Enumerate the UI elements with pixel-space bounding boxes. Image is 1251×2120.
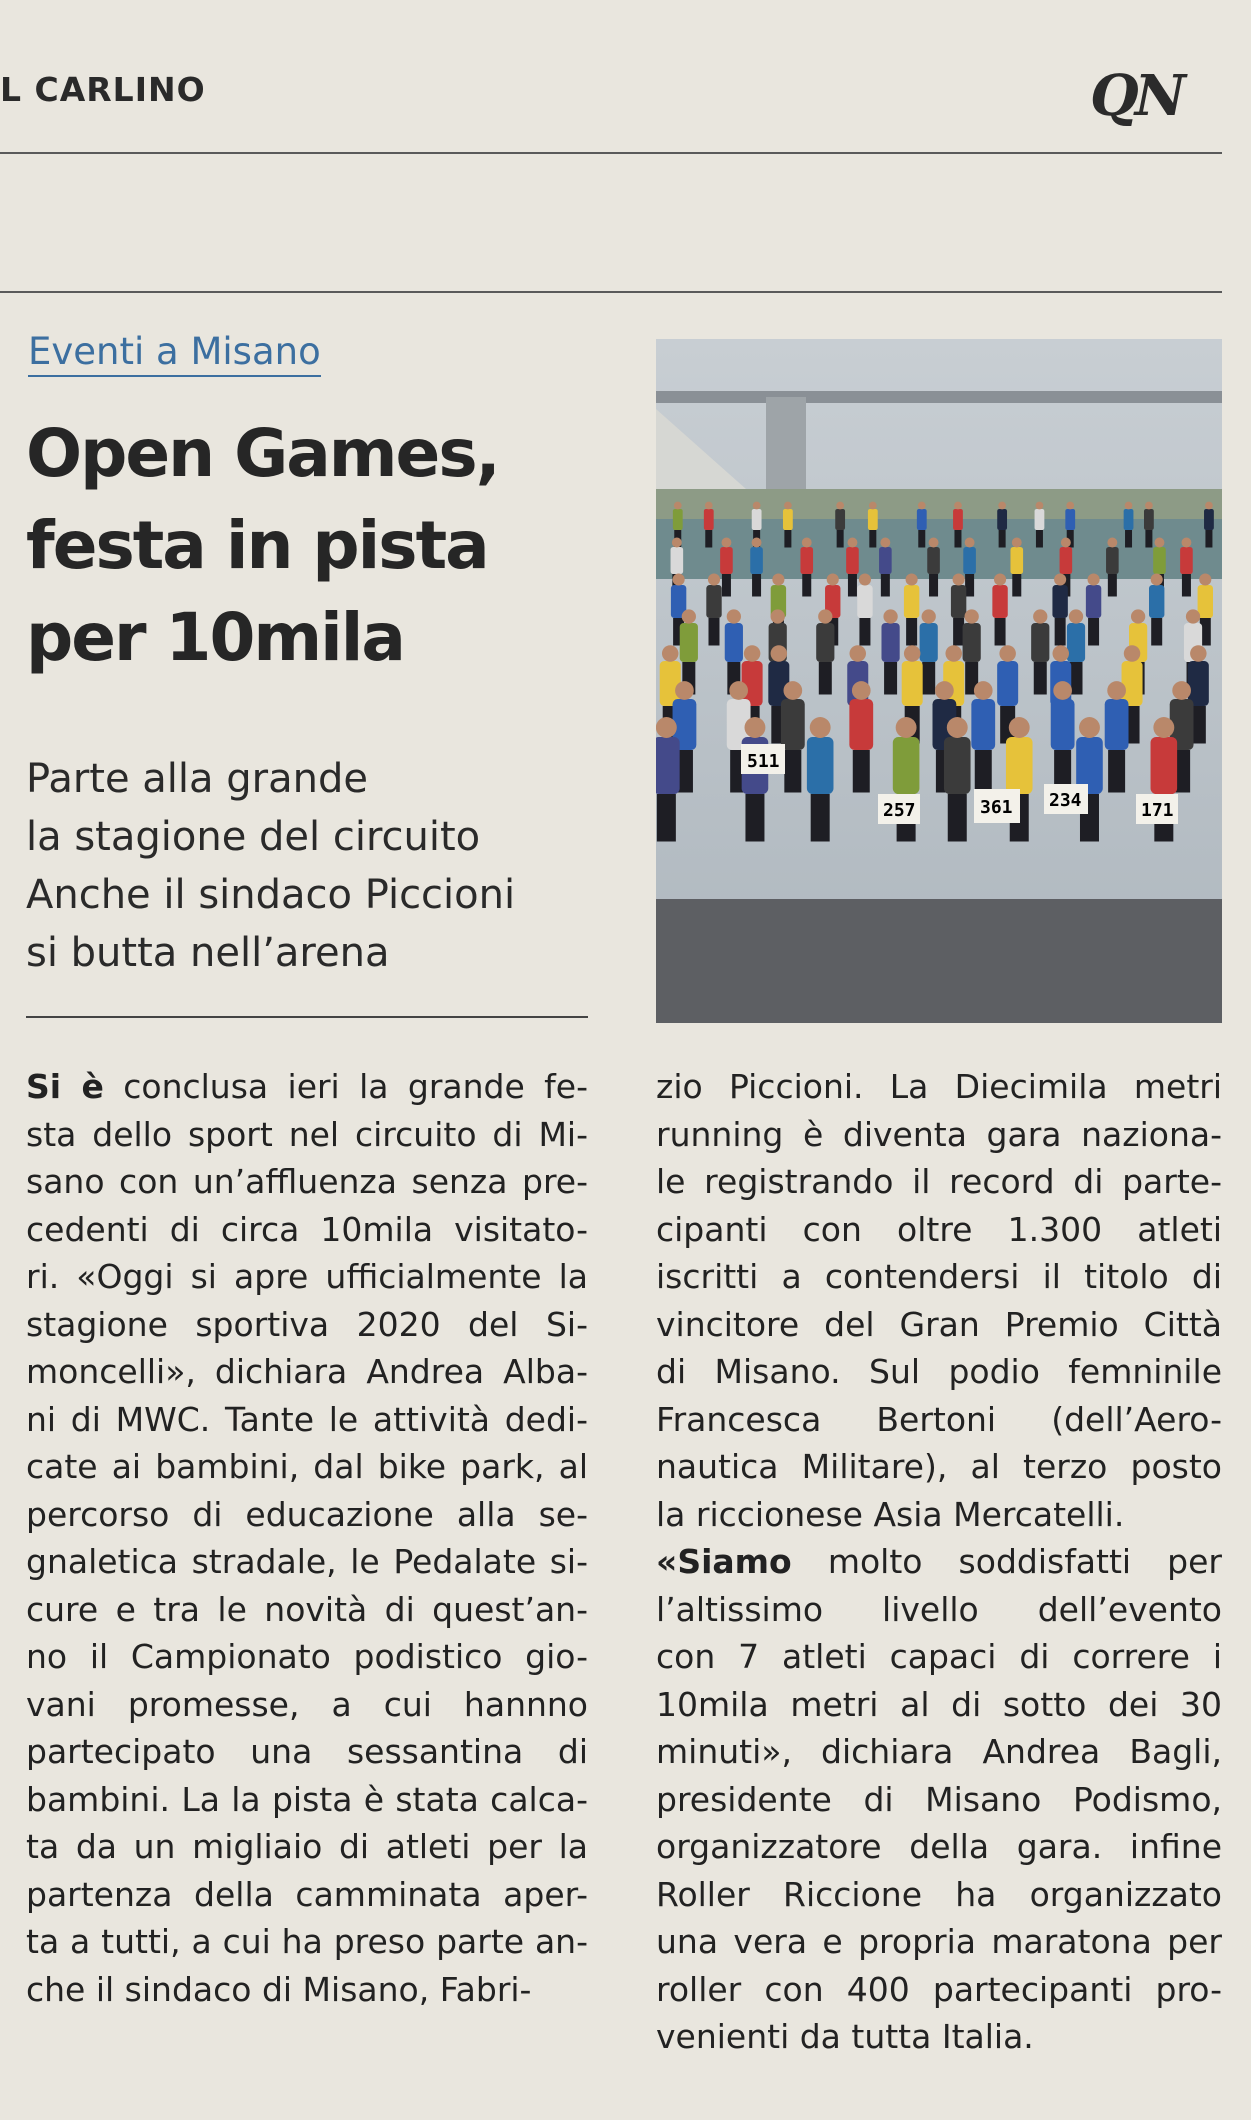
runner-legs — [881, 574, 890, 597]
runner-legs — [837, 530, 844, 548]
runner-figure — [846, 547, 859, 574]
headline-line: festa in pista — [26, 507, 488, 584]
bib-number: 171 — [1141, 800, 1174, 821]
runner-figure — [1180, 547, 1193, 574]
body-line: ta da un migliaio di atleti per la — [26, 1827, 588, 1866]
runner-head — [935, 681, 954, 700]
runner-figure — [963, 547, 976, 574]
runner-head — [965, 538, 975, 548]
body-line: presidente di Misano Podismo, — [656, 1779, 1222, 1819]
runner-head — [1151, 573, 1163, 585]
runner-head — [850, 645, 867, 662]
body-line: gnaletica stradale, le Pedalate si- — [26, 1542, 588, 1581]
runner-figure — [1065, 509, 1075, 530]
body-line: minuti», dichiara Andrea Bagli, — [656, 1732, 1222, 1771]
article-subhead — [26, 750, 596, 982]
runner-figure — [1204, 509, 1214, 530]
runner-figure — [944, 737, 971, 794]
runner-head — [1205, 502, 1213, 510]
runner-head — [1052, 645, 1069, 662]
body-line: organizzatore della gara. infine — [656, 1827, 1222, 1866]
runner-figure — [1144, 509, 1154, 530]
runner-figure — [893, 737, 920, 794]
body-line: zio Piccioni. La Diecimila metri — [656, 1067, 1222, 1106]
body-line: partenza della camminata aper- — [26, 1874, 588, 1914]
body-line: vani promesse, a cui hannno — [26, 1684, 588, 1724]
bib-number: 511 — [747, 751, 780, 772]
runner-legs — [1125, 530, 1132, 548]
runner-head — [1079, 717, 1100, 738]
runner-head — [818, 609, 832, 623]
runner-figure — [1067, 623, 1085, 662]
runner-head — [674, 502, 682, 510]
runner-figure — [997, 661, 1018, 706]
runner-legs — [784, 530, 791, 548]
runner-head — [727, 609, 741, 623]
body-line: sta dello sport nel circuito di Mi- — [26, 1114, 588, 1154]
body-line: «Siamo molto soddisfatti per — [656, 1542, 1222, 1581]
runner-head — [1088, 573, 1100, 585]
body-lead: Si è — [26, 1067, 104, 1106]
runner-figure — [997, 509, 1007, 530]
runner-figure — [1105, 699, 1129, 750]
body-line: che il sindaco di Misano, Fabri- — [26, 1969, 532, 2009]
runners-photo — [656, 339, 1222, 1023]
headline-line: Open Games, — [26, 415, 499, 492]
runner-legs — [906, 618, 917, 646]
runner-figure — [706, 585, 721, 618]
runner-head — [771, 609, 785, 623]
body-line: percorso di educazione alla se- — [26, 1494, 588, 1534]
runner-legs — [995, 618, 1006, 646]
runner-head — [1107, 681, 1126, 700]
runner-head — [1069, 609, 1083, 623]
body-line: di Misano. Sul podio femninile — [656, 1352, 1222, 1391]
runner-legs — [1205, 530, 1212, 548]
body-line: bambini. La la pista è stata calca- — [26, 1779, 588, 1819]
subhead-line: si butta nell’arena — [26, 930, 390, 976]
runner-figure — [783, 509, 793, 530]
runner-legs — [1108, 574, 1117, 597]
runner-head — [1199, 573, 1211, 585]
runner-figure — [902, 661, 923, 706]
runner-head — [827, 573, 839, 585]
runner-head — [869, 502, 877, 510]
runner-figure — [881, 623, 899, 662]
body-line: cate ai bambini, dal bike park, al — [26, 1447, 588, 1486]
runner-head — [1181, 538, 1191, 548]
runner-head — [1131, 609, 1145, 623]
runner-legs — [1055, 618, 1066, 646]
runner-figure — [920, 623, 938, 662]
runner-legs — [859, 618, 870, 646]
runner-head — [753, 502, 761, 510]
runner-legs — [929, 574, 938, 597]
runner-head — [1190, 645, 1207, 662]
section-rule — [0, 291, 1222, 293]
runner-head — [847, 538, 857, 548]
article-body-left — [26, 1063, 588, 2013]
runner-figure — [868, 509, 878, 530]
runner-figure — [704, 509, 714, 530]
runner-head — [859, 573, 871, 585]
runner-head — [945, 645, 962, 662]
article-body-right — [656, 1063, 1222, 2061]
runner-head — [656, 717, 677, 738]
body-line: Si è conclusa ieri la grande fe- — [26, 1067, 588, 1106]
runner-head — [922, 609, 936, 623]
runner-head — [675, 681, 694, 700]
body-line: cedenti di circa 10mila visitato- — [26, 1209, 588, 1249]
runner-head — [745, 717, 766, 738]
runner-figure — [816, 623, 834, 662]
runner-legs — [709, 618, 720, 646]
runner-legs — [722, 574, 731, 597]
runner-figure — [1151, 737, 1178, 794]
runner-head — [998, 502, 1006, 510]
runner-figure — [971, 699, 995, 750]
body-lead: «Siamo — [656, 1542, 792, 1581]
runner-legs — [999, 530, 1006, 548]
runner-figure — [1052, 585, 1067, 618]
runner-figure — [1010, 547, 1023, 574]
body-line: Roller Riccione ha organizzato — [656, 1874, 1222, 1914]
runner-head — [906, 573, 918, 585]
runner-figure — [879, 547, 892, 574]
runner-head — [1053, 681, 1072, 700]
runner-legs — [869, 530, 876, 548]
runner-head — [729, 681, 748, 700]
runner-head — [1125, 502, 1133, 510]
runner-head — [672, 538, 682, 548]
bib-number: 361 — [980, 797, 1013, 818]
runner-figure — [1035, 509, 1045, 530]
runner-legs — [948, 794, 967, 842]
runner-head — [947, 717, 968, 738]
body-line: roller con 400 partecipanti pro- — [656, 1969, 1222, 2009]
runner-head — [802, 538, 812, 548]
body-line: con 7 atleti capaci di correre i — [656, 1637, 1222, 1676]
runner-head — [721, 538, 731, 548]
runner-head — [673, 573, 685, 585]
runner-legs — [848, 574, 857, 597]
runner-legs — [1088, 618, 1099, 646]
body-line: ri. «Oggi si apre ufficialmente la — [26, 1257, 588, 1296]
runner-head — [999, 645, 1016, 662]
runner-head — [1061, 538, 1071, 548]
runner-head — [810, 717, 831, 738]
runner-figure — [835, 509, 845, 530]
runner-head — [1124, 645, 1141, 662]
body-line: vincitore del Gran Premio Città — [656, 1304, 1222, 1344]
runner-legs — [954, 530, 961, 548]
runner-head — [744, 645, 761, 662]
runner-figure — [849, 699, 873, 750]
runner-head — [705, 502, 713, 510]
runner-figure — [807, 737, 834, 794]
body-line: una vera e propria maratona per — [656, 1922, 1222, 1961]
header-rule — [0, 152, 1222, 154]
body-line: ta a tutti, a cui ha preso parte an- — [26, 1922, 588, 1961]
runner-head — [1054, 573, 1066, 585]
runner-head — [1186, 609, 1200, 623]
runner-figure — [1198, 585, 1213, 618]
runner-legs — [975, 750, 992, 793]
body-line: moncelli», dichiara Andrea Alba- — [26, 1352, 588, 1391]
runner-legs — [784, 750, 801, 793]
runner-legs — [1145, 530, 1152, 548]
runner-legs — [953, 618, 964, 646]
runner-legs — [705, 530, 712, 548]
runner-legs — [918, 530, 925, 548]
runner-head — [1009, 717, 1030, 738]
body-line: la riccionese Asia Mercatelli. — [656, 1494, 1125, 1534]
runner-legs — [1012, 574, 1021, 597]
body-line: cipanti con oltre 1.300 atleti — [656, 1209, 1222, 1249]
runner-legs — [1151, 618, 1162, 646]
body-line: Francesca Bertoni (dell’Aero- — [656, 1399, 1222, 1439]
subhead-line: Anche il sindaco Piccioni — [26, 872, 516, 918]
runner-legs — [802, 574, 811, 597]
runner-figure — [752, 509, 762, 530]
runner-head — [965, 609, 979, 623]
runner-figure — [917, 509, 927, 530]
runner-legs — [752, 574, 761, 597]
runner-head — [994, 573, 1006, 585]
runner-figure — [927, 547, 940, 574]
runner-head — [772, 573, 784, 585]
runner-legs — [1108, 750, 1125, 793]
runner-head — [1036, 502, 1044, 510]
runner-head — [1145, 502, 1153, 510]
body-line: cure e tra le novità di quest’an- — [26, 1589, 588, 1629]
runner-figure — [1124, 509, 1134, 530]
runner-figure — [720, 547, 733, 574]
runner-figure — [656, 737, 680, 794]
body-line: no il Campionato podistico gio- — [26, 1637, 588, 1676]
runner-figure — [1149, 585, 1164, 618]
subhead-line: Parte alla grande — [26, 756, 368, 802]
runner-head — [752, 538, 762, 548]
runner-legs — [1034, 662, 1047, 695]
bib-number: 234 — [1049, 790, 1082, 811]
runner-figure — [1106, 547, 1119, 574]
runner-figure — [800, 547, 813, 574]
runner-head — [1066, 502, 1074, 510]
runner-figure — [680, 623, 698, 662]
body-line: l’altissimo livello dell’evento — [656, 1589, 1222, 1629]
runner-legs — [1182, 574, 1191, 597]
article-headline — [26, 408, 606, 684]
runner-head — [852, 681, 871, 700]
runner-head — [783, 681, 802, 700]
runner-head — [1107, 538, 1117, 548]
runner-figure — [1051, 699, 1075, 750]
body-line: sano con un’affluenza senza pre- — [26, 1162, 588, 1201]
runner-head — [708, 573, 720, 585]
runner-figure — [671, 547, 684, 574]
runner-head — [1153, 717, 1174, 738]
newspaper-masthead: L CARLINO — [0, 70, 206, 109]
subhead-rule — [26, 1016, 588, 1018]
article-kicker: Eventi a Misano — [28, 332, 321, 377]
runner-figure — [857, 585, 872, 618]
runner-figure — [992, 585, 1007, 618]
runner-head — [784, 502, 792, 510]
runner-figure — [781, 699, 805, 750]
runner-figure — [673, 509, 683, 530]
body-line: running è diventa gara naziona- — [656, 1114, 1222, 1154]
runner-legs — [1036, 530, 1043, 548]
runner-figure — [1086, 585, 1101, 618]
runner-legs — [745, 794, 764, 842]
runner-head — [896, 717, 917, 738]
runner-head — [918, 502, 926, 510]
headline-line: per 10mila — [26, 599, 404, 676]
runner-head — [771, 645, 788, 662]
runner-figure — [1153, 547, 1166, 574]
runner-figure — [904, 585, 919, 618]
runner-figure — [953, 509, 963, 530]
body-line: le registrando il record di parte- — [656, 1162, 1222, 1201]
runner-head — [954, 502, 962, 510]
qn-logo: QN — [1090, 63, 1182, 129]
runner-legs — [819, 662, 832, 695]
runner-figure — [1060, 547, 1073, 574]
runner-legs — [657, 794, 676, 842]
runner-legs — [853, 750, 870, 793]
runner-head — [1012, 538, 1022, 548]
subhead-line: la stagione del circuito — [26, 814, 481, 860]
runner-legs — [965, 574, 974, 597]
runner-figure — [725, 623, 743, 662]
runner-head — [883, 609, 897, 623]
runner-head — [1033, 609, 1047, 623]
runner-figure — [1188, 661, 1209, 706]
runner-figure — [963, 623, 981, 662]
runner-figure — [750, 547, 763, 574]
runner-head — [953, 573, 965, 585]
bib-number: 257 — [883, 800, 916, 821]
runner-head — [929, 538, 939, 548]
runner-legs — [811, 794, 830, 842]
runner-figure — [951, 585, 966, 618]
body-line: stagione sportiva 2020 del Si- — [26, 1304, 588, 1344]
runner-head — [1172, 681, 1191, 700]
runner-head — [836, 502, 844, 510]
runner-head — [974, 681, 993, 700]
runner-head — [682, 609, 696, 623]
runner-legs — [884, 662, 897, 695]
body-line: ni di MWC. Tante le attività dedi- — [26, 1399, 588, 1439]
runner-head — [662, 645, 679, 662]
runner-figure — [1006, 737, 1033, 794]
runner-head — [904, 645, 921, 662]
runner-head — [880, 538, 890, 548]
body-line: 10mila metri al di sotto dei 30 — [656, 1684, 1222, 1724]
body-line: iscritti a contendersi il titolo di — [656, 1257, 1222, 1296]
body-line: partecipato una sessantina di — [26, 1732, 588, 1771]
body-line: nautica Militare), al terzo posto — [656, 1447, 1222, 1486]
runner-head — [1155, 538, 1165, 548]
runner-legs — [922, 662, 935, 695]
body-line: venienti da tutta Italia. — [656, 2017, 1034, 2056]
runner-figure — [1031, 623, 1049, 662]
